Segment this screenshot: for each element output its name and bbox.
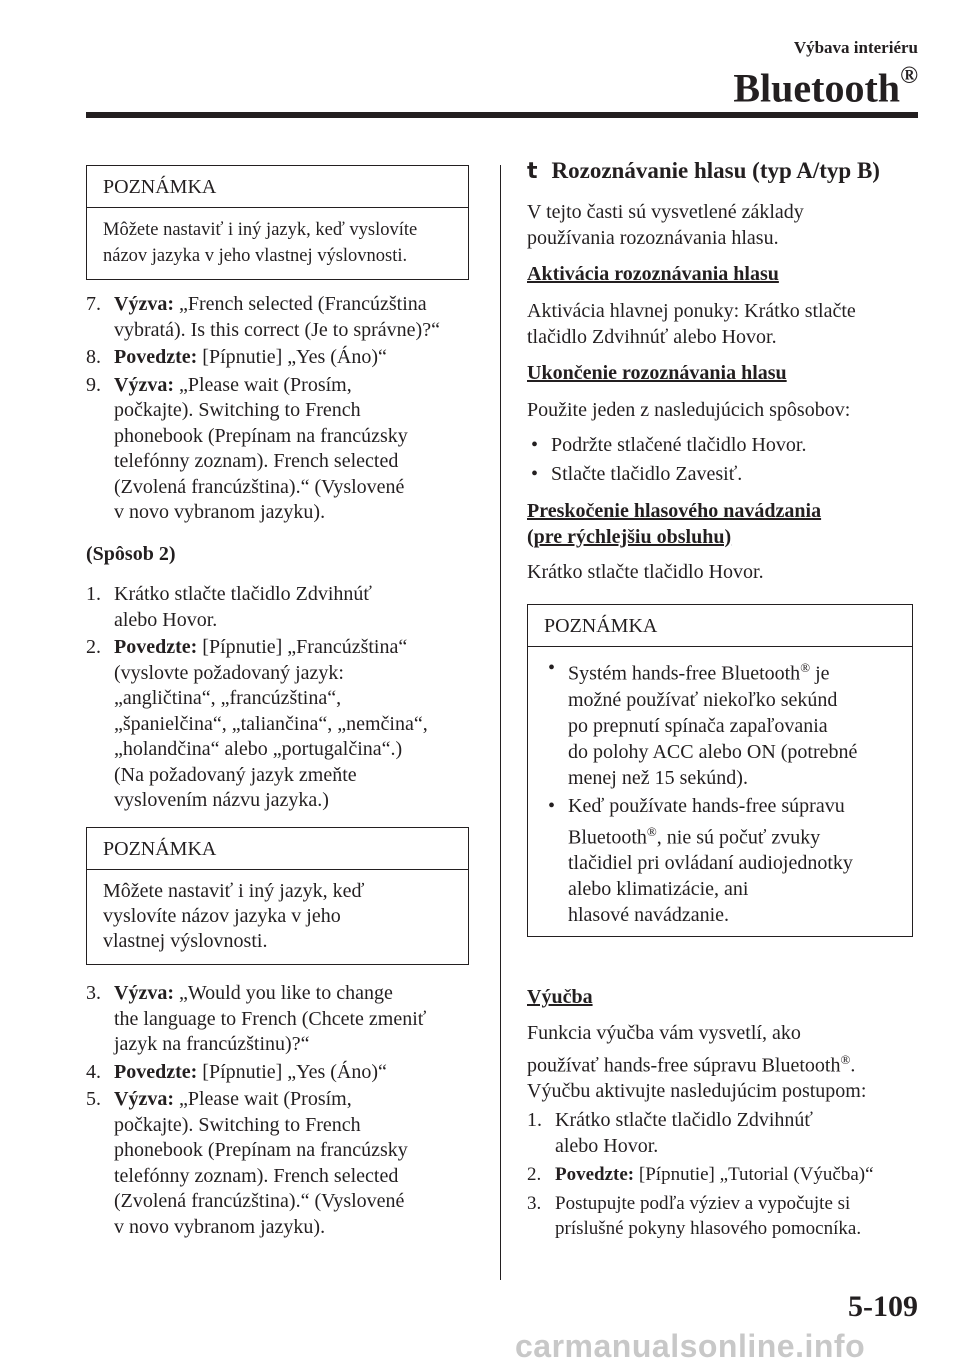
activation-text: Aktivácia hlavnej ponuky: Krátko stlačte tlačidlo Zdvihnúť alebo Hovor.: [527, 300, 856, 348]
section-heading: t Rozoznávanie hlasu (typ A/typ B): [527, 158, 880, 184]
note-title: POZNÁMKA: [87, 828, 468, 870]
intro-text: V tejto časti sú vysvetlené základy používania rozoznávania hlasu.: [527, 201, 804, 249]
steps-3-5: 3. Výzva: „Would you like to change the language to French (Chcete zmeniť jazyk na francúzštinu)?“ 4. Povedzte: [Pípnutie] „Yes (Áno)“ 5. Výzva: „Please wait (Prosím, počkajte). Switching to French phonebook (Prepínam na francúzsky telefónny zoznam). French selected (Zvolená francúzština).“ (Vyslovené v novo vybranom jazyku).: [86, 982, 427, 1238]
list-item: • Systém hands-free Bluetooth® je možné používať niekoľko sekúnd po prepnutí spínača zapaľovania do polohy ACC alebo ON (potrebné menej než 15 sekúnd).: [548, 657, 858, 789]
note-title: POZNÁMKA: [528, 605, 912, 647]
section-label: Výbava interiéru: [793, 38, 918, 57]
method-2-heading: (Spôsob 2): [86, 543, 176, 565]
list-item: • Stlačte tlačidlo Zavesiť.: [531, 462, 743, 485]
page-number: 5-109: [848, 1290, 918, 1323]
steps-1-2: 1. Krátko stlačte tlačidlo Zdvihnúť alebo Hovor. 2. Povedzte: [Pípnutie] „Francúzština“ (vyslovte požadovaný jazyk: „angličtina“, „francúzština“, „španielčina“, „taliančina“, „nemčina“, „holandčina“ alebo „portugalčina“.) (Na požadovaný jazyk zmeňte vyslovením názvu jazyka.): [86, 583, 428, 811]
list-item: • Keď používate hands-free súpravu Bluetooth®, nie sú počuť zvuky tlačidiel pri ovládaní audiojednotky alebo klimatizácie, ani hlasové navádzanie.: [548, 794, 853, 927]
tutorial-steps: 1. Krátko stlačte tlačidlo Zdvihnúť alebo Hovor. 2. Povedzte: [Pípnutie] „Tutorial (Výučba)“ 3. Postupujte podľa výziev a vypočujte si príslušné pokyny hlasového pomocníka.: [527, 1109, 874, 1239]
note-box-1: POZNÁMKA Môžete nastaviť i iný jazyk, keď vyslovíte názov jazyka v jeho vlastnej výslovnosti.: [86, 165, 469, 280]
watermark: carmanualsonline.info: [515, 1328, 866, 1364]
heading-tutorial: Výučba: [527, 986, 593, 1008]
section-marker-icon: t: [527, 159, 538, 184]
tutorial-text: Funkcia výučba vám vysvetlí, ako používať hands-free súpravu Bluetooth®. Výučbu aktivujte nasledujúcim postupom:: [527, 1022, 867, 1102]
heading-end: Ukončenie rozoznávania hlasu: [527, 362, 787, 384]
note-box-3: [527, 604, 913, 937]
note-box-2: POZNÁMKA Môžete nastaviť i iný jazyk, keď vyslovíte názov jazyka v jeho vlastnej výslovnosti.: [86, 827, 469, 965]
page-title: Bluetooth®: [733, 63, 918, 111]
heading-activation: Aktivácia rozoznávania hlasu: [527, 263, 779, 285]
note-title: POZNÁMKA: [87, 166, 468, 208]
column-divider: [500, 165, 501, 1280]
heading-skip: Preskočenie hlasového navádzania (pre rýchlejšiu obsluhu): [527, 500, 822, 548]
steps-7-9: 7. Výzva: „French selected (Francúzština vybratá). Is this correct (Je to správne)?“ 8. Povedzte: [Pípnutie] „Yes (Áno)“ 9. Výzva: „Please wait (Prosím, počkajte). Switching to French phonebook (Prepínam na francúzsky telefónny zoznam). French selected (Zvolená francúzština).“ (Vyslovené v novo vybranom jazyku).: [86, 293, 440, 523]
skip-text: Krátko stlačte tlačidlo Hovor.: [527, 561, 764, 583]
registered-mark: ®: [900, 63, 918, 89]
end-intro: Použite jeden z nasledujúcich spôsobov:: [527, 399, 851, 421]
end-bullets: [527, 433, 927, 487]
header-rule: [86, 112, 918, 118]
list-item: • Podržte stlačené tlačidlo Hovor.: [531, 434, 807, 456]
